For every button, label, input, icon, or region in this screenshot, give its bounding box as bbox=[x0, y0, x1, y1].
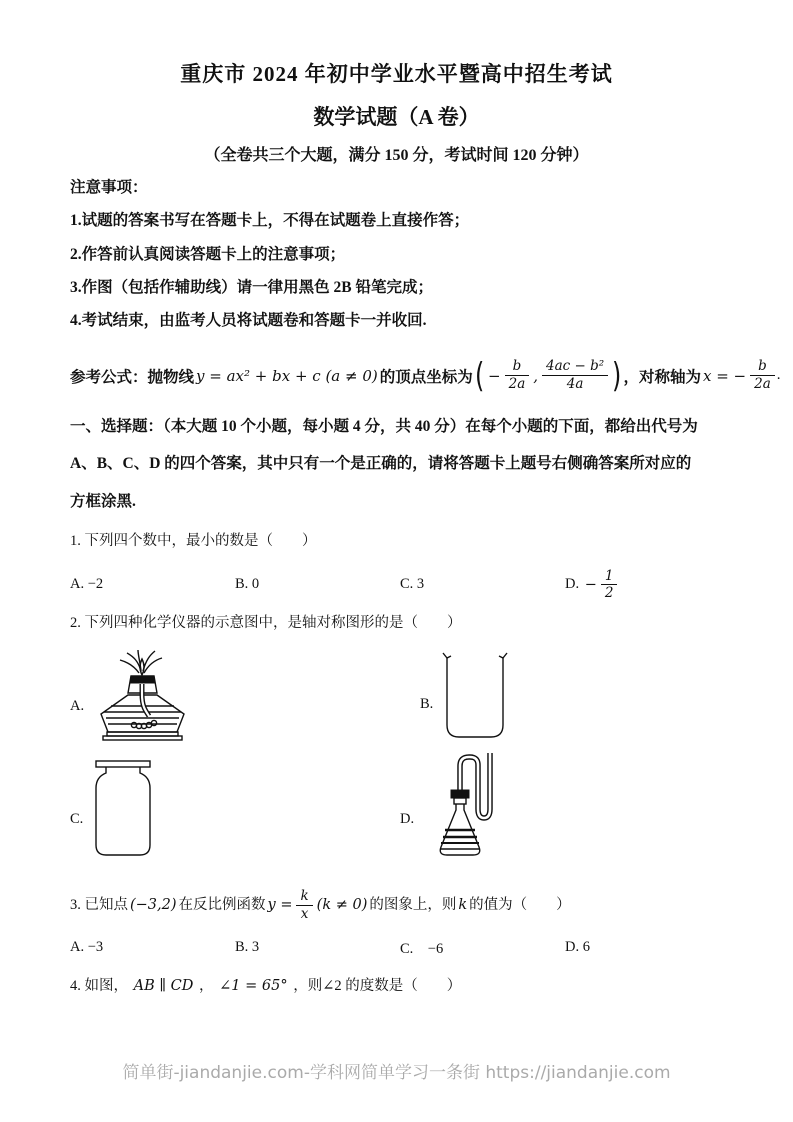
q1-option-c: C. 3 bbox=[400, 576, 425, 593]
reference-formula bbox=[70, 348, 781, 404]
q1-option-b: B. 0 bbox=[235, 576, 260, 593]
question-2-figures bbox=[70, 646, 723, 874]
formula-label: 参考公式：抛物线 bbox=[70, 368, 195, 386]
question-1-options bbox=[70, 568, 723, 603]
note-item-3: 3.作图（包括作辅助线）请一律用黑色 2B 铅笔完成； bbox=[70, 278, 433, 296]
q3-k-variable: k bbox=[458, 896, 468, 913]
alcohol-lamp-icon bbox=[94, 648, 194, 744]
question-2-text: 2. 下列四种化学仪器的示意图中，是轴对称图形的是（ ） bbox=[70, 615, 462, 632]
q3-point: (−3,2) bbox=[130, 896, 177, 913]
axis-equation: x = − bbox=[702, 366, 747, 385]
vertex-pre-text: 的顶点坐标为 bbox=[379, 368, 473, 386]
question-1-text: 1. 下列四个数中，最小的数是（ ） bbox=[70, 533, 317, 550]
section1-line-2: A、B、C、D 的四个答案，其中只有一个是正确的，请将答题卡上题号右侧确答案所对应的 bbox=[70, 455, 692, 473]
footer-watermark: 简单街-jiandanjie.com-学科网简单学习一条街 https://jiandanjie.com bbox=[122, 1063, 671, 1083]
exam-meta: （全卷共三个大题，满分 150 分，考试时间 120 分钟） bbox=[204, 147, 589, 164]
vertex-x-fraction: $\frac{b}{2a}$ bbox=[505, 358, 530, 393]
q2-label-b: B. bbox=[420, 695, 434, 712]
q4-parallel-statement: AB ∥ CD bbox=[133, 977, 194, 994]
page-subtitle: 数学试题（A 卷） bbox=[313, 105, 480, 129]
formula-period: . bbox=[776, 367, 781, 384]
minus-sign: − bbox=[488, 366, 501, 385]
question-3-text: 3. 已知点 (−3,2) 在反比例函数 y = $\frac{k}{x}$ (k ≠ 0) 的图象上，则 k 的值为（ ） bbox=[70, 887, 571, 922]
q1-option-d-fraction: $\frac{1}{2}$ bbox=[601, 568, 618, 603]
q1-option-a: A. −2 bbox=[70, 576, 104, 593]
q2-label-d: D. bbox=[400, 810, 415, 827]
beaker-icon bbox=[442, 650, 508, 744]
notes-block bbox=[70, 171, 723, 338]
question-4-text: 4. 如图， AB ∥ CD ， ∠1 = 65° ，则∠2 的度数是（ ） bbox=[70, 977, 462, 994]
q2-label-a: A. bbox=[70, 697, 85, 714]
question-3-options bbox=[70, 935, 723, 961]
q4-angle-statement: ∠1 = 65° bbox=[219, 977, 288, 994]
right-paren: ) bbox=[612, 355, 622, 396]
q3-option-a: A. −3 bbox=[70, 939, 104, 956]
note-item-2: 2.作答前认真阅读答题卡上的注意事项； bbox=[70, 245, 346, 263]
axis-pre-text: ，对称轴为 bbox=[623, 368, 701, 386]
vertex-comma: , bbox=[533, 366, 539, 385]
q3-condition: (k ≠ 0) bbox=[316, 896, 368, 913]
q3-fraction: $\frac{k}{x}$ bbox=[296, 888, 312, 923]
q3-option-b: B. 3 bbox=[235, 939, 260, 956]
note-item-4: 4.考试结束，由监考人员将试题卷和答题卡一并收回. bbox=[70, 312, 427, 330]
reagent-bottle-icon bbox=[90, 759, 156, 858]
vertex-y-fraction: $\frac{\text{4ac − b²}}{4a}$ bbox=[542, 358, 608, 393]
conical-flask-icon bbox=[428, 750, 496, 862]
section1-line-1: 一、选择题：（本大题 10 个小题，每小题 4 分，共 40 分）在每个小题的下面，都给出代号为 bbox=[70, 417, 698, 435]
q2-label-c: C. bbox=[70, 810, 84, 827]
section1-heading bbox=[70, 408, 723, 521]
q1-option-d: D. − $\frac{1}{2}$ bbox=[565, 568, 723, 603]
page-title: 重庆市 2024 年初中学业水平暨高中招生考试 bbox=[180, 62, 613, 86]
left-paren: ( bbox=[474, 355, 485, 396]
parabola-equation: y = ax² + bx + c (a ≠ 0) bbox=[196, 366, 378, 385]
note-item-1: 1.试题的答案书写在答题卡上，不得在试题卷上直接作答； bbox=[70, 212, 470, 230]
q3-option-c: C. −6 bbox=[400, 941, 444, 958]
notes-heading: 注意事项： bbox=[70, 179, 148, 196]
section1-line-3: 方框涂黑. bbox=[70, 492, 136, 510]
axis-fraction: $\frac{b}{2a}$ bbox=[750, 358, 775, 393]
q3-option-d: D. 6 bbox=[565, 939, 590, 956]
